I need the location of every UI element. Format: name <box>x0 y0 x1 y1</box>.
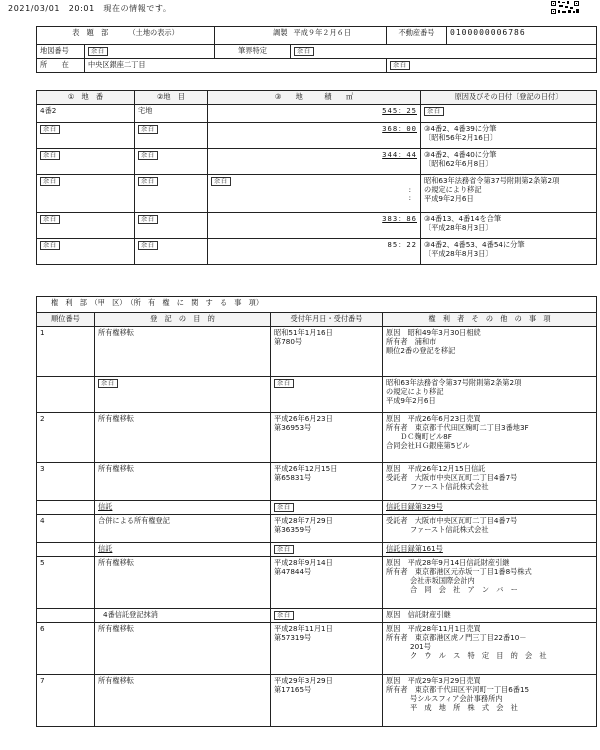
land-cause <box>421 105 597 123</box>
land-area: 368：00 <box>208 123 421 149</box>
holder-line: 平成9年2月6日 <box>386 396 436 405</box>
timestamp-header: 2021/03/01 20:01 現在の情報です。 <box>8 4 172 13</box>
kenri-holder <box>383 557 597 609</box>
kihaku-stamp: 余白 <box>98 379 118 388</box>
receipt-number: 第57319号 <box>274 633 312 642</box>
holder-line: 所有者 東京都千代田区麹町二丁目3番地3F <box>386 423 529 432</box>
kenri-receipt <box>271 413 383 463</box>
kenri-row <box>37 623 597 675</box>
land-cause <box>421 123 597 149</box>
kenri-purpose: 4番信託登記抹消 <box>95 609 271 623</box>
kenri-row <box>37 377 597 413</box>
kenri-purpose: 所有権移転 <box>95 623 271 675</box>
hikkai-value <box>291 45 597 59</box>
kihaku-stamp: 余白 <box>40 215 60 224</box>
kenri-receipt <box>271 501 383 515</box>
shozai-label: 所 在 <box>37 59 85 73</box>
kihaku-stamp: 余白 <box>294 47 314 56</box>
kenri-purpose: 信託 <box>95 501 271 515</box>
kihaku-stamp: 余白 <box>274 379 294 388</box>
kihaku-stamp: 余白 <box>88 47 108 56</box>
land-cause-line: ③4番2、4番40に分筆 <box>424 150 497 159</box>
holder-line: 所有者 東京都港区虎ノ門三丁目22番10－ <box>386 633 527 642</box>
kihaku-stamp: 余白 <box>138 125 158 134</box>
kenri-table <box>36 296 597 727</box>
holder-line: ＤＣ麹町ビル8F <box>400 432 452 441</box>
holder-line: 受託者 大阪市中央区瓦町二丁目4番7号 <box>386 473 518 482</box>
kenri-purpose <box>95 377 271 413</box>
land-chimoku <box>135 123 208 149</box>
chosei-label: 調製 <box>215 27 291 45</box>
kenri-no: 1 <box>37 327 95 377</box>
land-chiban <box>37 175 135 213</box>
kihaku-stamp: 余白 <box>211 177 231 186</box>
hikkai-label: 筆界特定 <box>215 45 291 59</box>
kenri-no <box>37 501 95 515</box>
kenri-holder <box>383 463 597 501</box>
kenri-holder <box>383 327 597 377</box>
receipt-number: 第65831号 <box>274 473 312 482</box>
receipt-date: 平成28年11月1日 <box>274 624 333 633</box>
holder-line: ファースト信託株式会社 <box>410 525 489 534</box>
kenri-receipt <box>271 543 383 557</box>
kihaku-stamp: 余白 <box>274 545 294 554</box>
kenri-no: 6 <box>37 623 95 675</box>
kenri-no: 7 <box>37 675 95 727</box>
qr-code-icon <box>550 0 580 15</box>
shozai-note <box>387 59 597 73</box>
holder-line: 会社赤坂国際会計内 <box>410 576 475 585</box>
land-cause <box>421 149 597 175</box>
land-cause-line: ③4番13、4番14を合筆 <box>424 214 502 223</box>
kihaku-stamp: 余白 <box>390 61 410 70</box>
kenri-row <box>37 515 597 543</box>
kenri-purpose: 所有権移転 <box>95 327 271 377</box>
land-chiban <box>37 149 135 175</box>
receipt-date: 平成29年3月29日 <box>274 676 333 685</box>
land-cause-date: 平成9年2月6日 <box>424 194 474 203</box>
kihaku-stamp: 余白 <box>424 107 444 116</box>
land-col-chimoku: ②地 目 <box>135 91 208 105</box>
land-chiban <box>37 239 135 265</box>
kihaku-stamp: 余白 <box>40 151 60 160</box>
land-cause-date: 〔平成28年8月3日〕 <box>424 223 493 232</box>
kenri-row <box>37 557 597 609</box>
shozai-value: 中央区銀座二丁目 <box>85 59 387 73</box>
kenri-receipt <box>271 623 383 675</box>
land-cause-line: の規定により移記 <box>424 185 482 194</box>
kenri-no: 2 <box>37 413 95 463</box>
kenri-holder <box>383 413 597 463</box>
receipt-number: 第36359号 <box>274 525 312 534</box>
land-chimoku <box>135 149 208 175</box>
land-chiban: 4番2 <box>37 105 135 123</box>
land-cause-line: 昭和63年法務省令第37号附則第2条第2項 <box>424 176 560 185</box>
land-cause <box>421 239 597 265</box>
land-chimoku: 宅地 <box>135 105 208 123</box>
receipt-date: 平成26年12月15日 <box>274 464 338 473</box>
receipt-number: 第17165号 <box>274 685 312 694</box>
kenri-purpose: 所有権移転 <box>95 675 271 727</box>
kihaku-stamp: 余白 <box>40 125 60 134</box>
kenri-no: 4 <box>37 515 95 543</box>
holder-line: 所有者 東京都千代田区平河町一丁目6番15 <box>386 685 530 694</box>
land-area: 344：44 <box>208 149 421 175</box>
land-col-chiban: ① 地 番 <box>37 91 135 105</box>
chizu-label: 地図番号 <box>37 45 85 59</box>
hyodai-title-cell <box>37 27 215 45</box>
land-col-area: ③ 地 積 ㎡ <box>208 91 421 105</box>
kenri-row <box>37 675 597 727</box>
kenri-no <box>37 609 95 623</box>
kenri-receipt <box>271 377 383 413</box>
land-cause-date: 〔昭和62年6月8日〕 <box>424 159 493 168</box>
kenri-row <box>37 413 597 463</box>
land-table <box>36 90 597 265</box>
kenri-holder <box>383 675 597 727</box>
receipt-number: 第780号 <box>274 337 303 346</box>
holder-line: 所有者 浦和市 <box>386 337 437 346</box>
kenri-purpose: 所有権移転 <box>95 463 271 501</box>
kenri-purpose: 所有権移転 <box>95 557 271 609</box>
holder-line: 平 成 地 所 株 式 会 社 <box>410 703 518 712</box>
land-cause-line: ③4番2、4番53、4番54に分筆 <box>424 240 525 249</box>
fudosan-label: 不動産番号 <box>387 27 447 45</box>
land-cause-line: ③4番2、4番39に分筆 <box>424 124 497 133</box>
kenri-row <box>37 609 597 623</box>
kenri-col-receipt: 受付年月日・受付番号 <box>271 313 383 327</box>
land-chimoku <box>135 175 208 213</box>
kenri-row <box>37 327 597 377</box>
holder-line: 原因 平成26年12月15日信託 <box>386 464 486 473</box>
kenri-receipt <box>271 515 383 543</box>
land-cause-date: 〔平成28年8月3日〕 <box>424 249 493 258</box>
holder-line: 原因 平成26年6月23日売買 <box>386 414 481 423</box>
kihaku-stamp: 余白 <box>138 241 158 250</box>
holder-line: 原因 平成28年11月1日売買 <box>386 624 481 633</box>
chosei-value: 平成９年２月６日 <box>291 27 387 45</box>
kenri-row <box>37 501 597 515</box>
kenri-col-purpose: 登 記 の 目 的 <box>95 313 271 327</box>
kihaku-stamp: 余白 <box>138 177 158 186</box>
kenri-holder: 信託目録第329号 <box>383 501 597 515</box>
holder-line: 昭和63年法務省令第37号附則第2条第2項 <box>386 378 522 387</box>
kenri-no: 3 <box>37 463 95 501</box>
land-chiban <box>37 213 135 239</box>
holder-line: 原因 平成29年3月29日売買 <box>386 676 481 685</box>
kenri-row <box>37 463 597 501</box>
land-chiban <box>37 123 135 149</box>
holder-line: ク ウ ル ス 特 定 目 的 会 社 <box>410 651 547 660</box>
kihaku-stamp: 余白 <box>40 177 60 186</box>
kenri-receipt <box>271 327 383 377</box>
holder-line: 合 同 会 社 ア ン バ ー <box>410 585 518 594</box>
kenri-no <box>37 543 95 557</box>
land-area: 85：22 <box>208 239 421 265</box>
receipt-date: 平成28年9月14日 <box>274 558 333 567</box>
kihaku-stamp: 余白 <box>138 151 158 160</box>
land-chimoku <box>135 213 208 239</box>
kenri-col-holder: 権 利 者 そ の 他 の 事 項 <box>383 313 597 327</box>
holder-line: 合同会社ＨＧ銀座第5ビル <box>386 441 470 450</box>
kihaku-stamp: 余白 <box>40 241 60 250</box>
land-area: 余白 : : <box>208 175 421 213</box>
land-col-cause: 原因及びその日付〔登記の日付〕 <box>421 91 597 105</box>
chizu-value <box>85 45 215 59</box>
kenri-row <box>37 543 597 557</box>
land-area: 545：25 <box>208 105 421 123</box>
hyodai-title: 表 題 部 <box>72 28 109 37</box>
kenri-holder: 原因 信託財産引継 <box>383 609 597 623</box>
kenri-receipt <box>271 675 383 727</box>
land-cause-date: 〔昭和56年2月16日〕 <box>424 133 498 142</box>
kihaku-stamp: 余白 <box>274 503 294 512</box>
kenri-col-no: 順位番号 <box>37 313 95 327</box>
holder-line: 号シルスフィア会計事務所内 <box>410 694 503 703</box>
land-chimoku <box>135 239 208 265</box>
holder-line: 所有者 東京都港区元赤坂一丁目1番8号株式 <box>386 567 532 576</box>
kenri-purpose: 所有権移転 <box>95 413 271 463</box>
holder-line: 原因 昭和49年3月30日相続 <box>386 328 481 337</box>
kenri-holder <box>383 515 597 543</box>
kenri-title: 権 利 部 （甲 区） （所 有 権 に 関 す る 事 項） <box>37 297 597 313</box>
kenri-holder: 信託目録第161号 <box>383 543 597 557</box>
holder-line: 201号 <box>410 642 431 651</box>
kenri-receipt <box>271 463 383 501</box>
receipt-number: 第36953号 <box>274 423 312 432</box>
fudosan-value: 0100000006786 <box>447 27 597 45</box>
holder-line: 原因 平成28年9月14日信託財産引継 <box>386 558 510 567</box>
land-cause <box>421 213 597 239</box>
kenri-receipt <box>271 609 383 623</box>
kihaku-stamp: 余白 <box>274 611 294 620</box>
holder-line: の規定により移記 <box>386 387 444 396</box>
holder-line: ファースト信託株式会社 <box>410 482 489 491</box>
kenri-holder <box>383 623 597 675</box>
holder-line: 順位2番の登記を移記 <box>386 346 456 355</box>
receipt-number: 第47844号 <box>274 567 312 576</box>
kenri-purpose: 合併による所有権登記 <box>95 515 271 543</box>
kenri-holder <box>383 377 597 413</box>
hyodai-subtitle: （土地の表示） <box>128 28 179 37</box>
land-area: 383：86 <box>208 213 421 239</box>
kihaku-stamp: 余白 <box>138 215 158 224</box>
kenri-purpose: 信託 <box>95 543 271 557</box>
holder-line: 受託者 大阪市中央区瓦町二丁目4番7号 <box>386 516 518 525</box>
hyodai-table <box>36 26 597 73</box>
kenri-receipt <box>271 557 383 609</box>
receipt-date: 平成26年6月23日 <box>274 414 333 423</box>
receipt-date: 平成28年7月29日 <box>274 516 333 525</box>
receipt-date: 昭和51年1月16日 <box>274 328 333 337</box>
land-cause <box>421 175 597 213</box>
kenri-no: 5 <box>37 557 95 609</box>
kenri-no <box>37 377 95 413</box>
